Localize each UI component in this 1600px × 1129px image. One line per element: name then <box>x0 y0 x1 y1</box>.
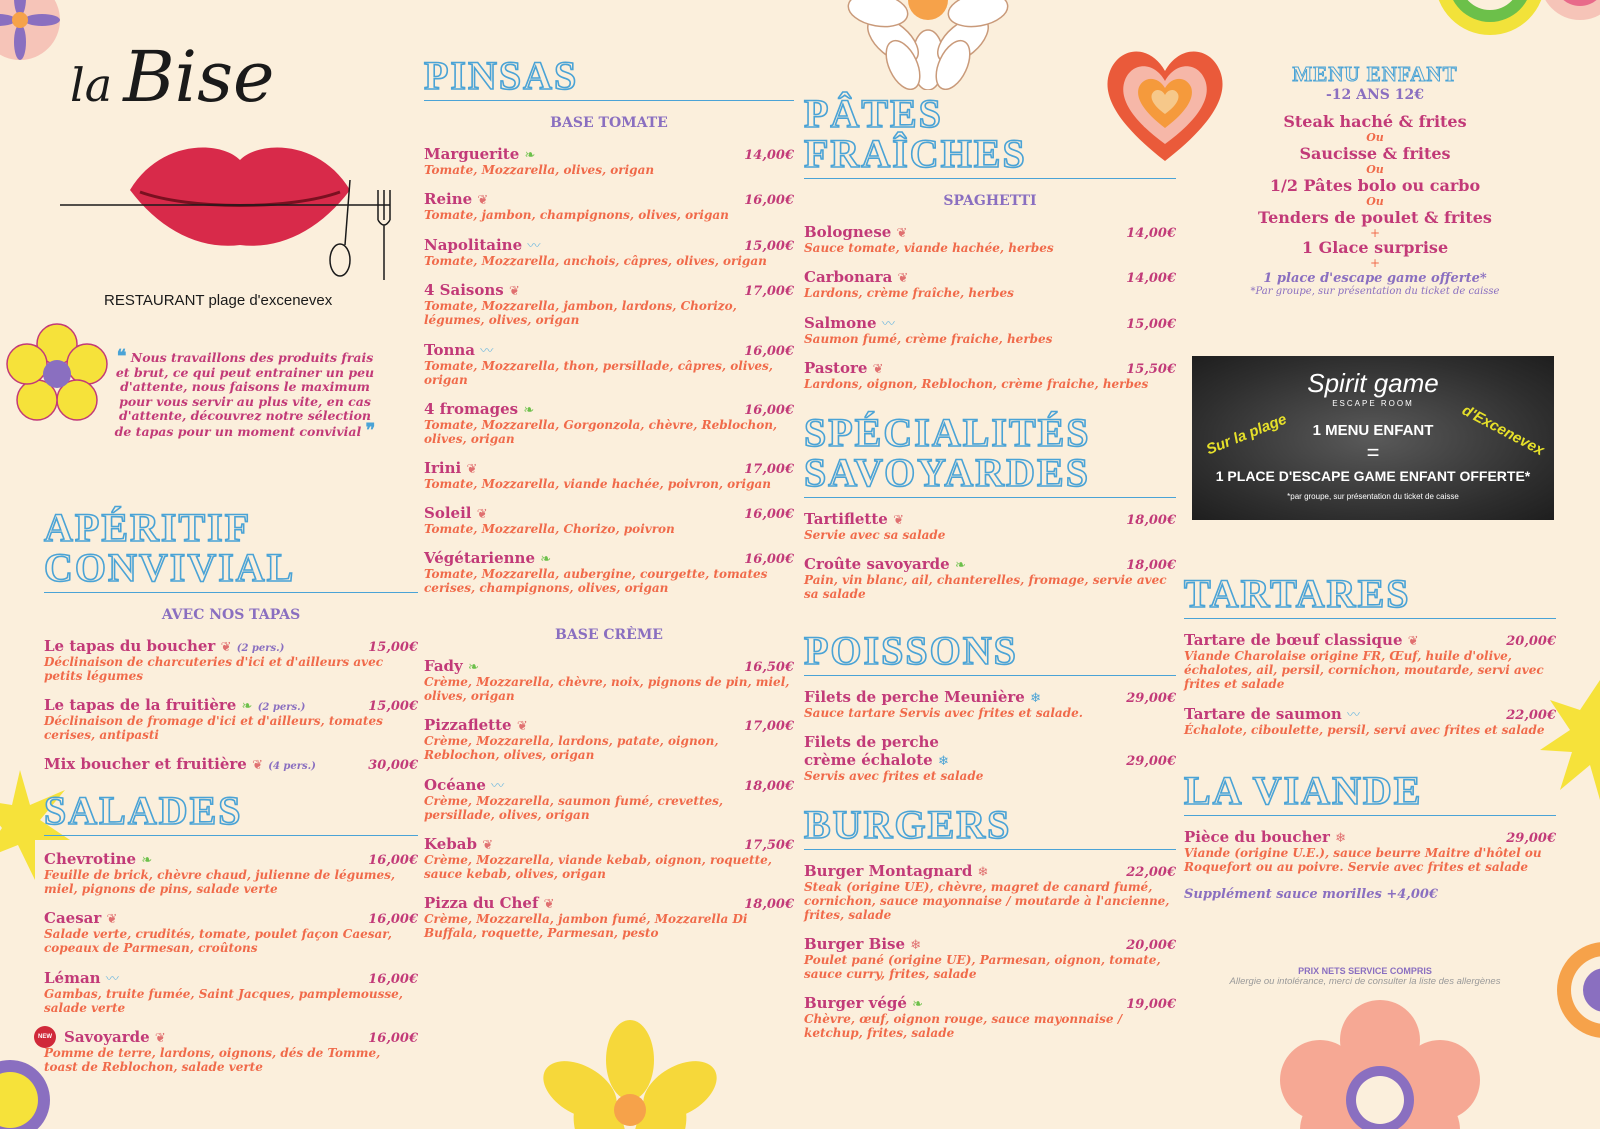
pinsas-sub-tomate: BASE TOMATE <box>550 115 668 131</box>
menu-item <box>38 1028 418 1074</box>
item-name: Tonna <box>424 341 475 359</box>
item-price: 15,00€ <box>1126 317 1176 332</box>
item-price: 14,00€ <box>744 148 794 163</box>
item-name-wrap <box>424 235 540 254</box>
kids-choice: Tenders de poulet & frites <box>1258 208 1492 227</box>
column-tartares-viande <box>1184 571 1556 902</box>
item-name-wrap <box>804 688 1041 706</box>
menu-item <box>44 637 418 683</box>
kids-title: MENU ENFANT <box>1292 62 1458 86</box>
kids-plus: + <box>1369 226 1381 240</box>
item-name-wrap <box>424 835 493 853</box>
item-desc: Feuille de brick, chèvre chaud, julienne de légumes, miel, pignons de pins, salade verte <box>44 868 396 896</box>
item-name-wrap <box>424 775 504 794</box>
item-price: 16,50€ <box>744 660 794 675</box>
item-desc: Steak (origine UE), chèvre, magret de canard fumé, cornichon, sauce mayonnaise / moutarde à l'ancienne, frites, salade <box>804 880 1170 922</box>
pink-flower-bottom-right <box>1260 1000 1500 1129</box>
supplement-note: Supplément sauce morilles +4,00€ <box>1184 887 1438 902</box>
item-desc: Crème, Mozzarella, viande kebab, oignon, roquette, sauce kebab, olives, origan <box>424 853 772 881</box>
item-price: 16,00€ <box>744 193 794 208</box>
item-tag: (4 pers.) <box>268 761 316 772</box>
menu-item <box>804 994 1176 1040</box>
logo-name-small: la <box>70 58 113 112</box>
meat-icon: ❦ <box>543 897 555 912</box>
veggie-leaf-icon: ❧ <box>241 699 253 714</box>
item-name-wrap <box>804 751 949 769</box>
item-name-wrap <box>64 1028 166 1046</box>
item-name-wrap <box>424 894 555 912</box>
item-name: Soleil <box>424 504 472 522</box>
item-tag: (2 pers.) <box>236 643 285 654</box>
item-price: 22,00€ <box>1126 865 1176 880</box>
item-desc: Crème, Mozzarella, jambon fumé, Mozzarella Di Buffala, roquette, Parmesan, pesto <box>424 912 748 940</box>
item-price: 16,00€ <box>368 853 418 868</box>
escape-brand-name: Spirit game <box>1307 368 1439 398</box>
snowflake-icon: ❄ <box>977 865 989 880</box>
item-name: Reine <box>424 190 473 208</box>
item-name-wrap <box>424 504 488 522</box>
meat-icon: ❦ <box>1407 634 1419 649</box>
item-desc: Tomate, Mozzarella, jambon, lardons, Chorizo, légumes, olives, origan <box>424 299 737 327</box>
item-price: 18,00€ <box>744 779 794 794</box>
item-price: 29,00€ <box>1126 754 1176 769</box>
item-name-wrap <box>804 510 904 528</box>
veggie-leaf-icon: ❧ <box>468 660 479 675</box>
yellow-flower-left <box>2 322 112 422</box>
menu-item <box>804 555 1176 601</box>
item-name-wrap <box>804 994 923 1012</box>
item-price: 16,00€ <box>368 1031 418 1046</box>
item-name: Chevrotine <box>44 850 137 868</box>
veggie-leaf-icon: ❧ <box>540 552 552 567</box>
item-name-wrap <box>804 223 907 241</box>
item-name: Océane <box>424 776 486 794</box>
item-desc: Viande Charolaise origine FR, Œuf, huile d'olive, échalotes, ail, persil, cornichon, moutarde, servi avec frites et salade <box>1184 649 1544 691</box>
item-name: Marguerite <box>424 145 520 163</box>
item-desc: Échalote, ciboulette, persil, servi avec frites et salade <box>1184 723 1545 737</box>
menu-item <box>804 688 1176 720</box>
fish-icon: 〰 <box>491 779 505 794</box>
prix-nets: PRIX NETS SERVICE COMPRIS <box>1298 966 1432 976</box>
item-price: 18,00€ <box>1126 513 1176 528</box>
menu-item <box>804 359 1176 391</box>
item-name-wrap <box>44 909 117 927</box>
menu-item <box>1184 704 1556 737</box>
item-name-wrap <box>804 555 966 573</box>
menu-item <box>424 400 794 446</box>
item-price: 18,00€ <box>744 897 794 912</box>
item-price: 16,00€ <box>368 972 418 987</box>
kids-menu <box>1190 62 1560 297</box>
menu-item <box>804 935 1176 981</box>
aperitif-title-line1: APÉRITIF <box>44 505 252 550</box>
meat-icon: ❦ <box>154 1031 166 1046</box>
burgers-title: BURGERS <box>804 805 1176 850</box>
kids-or: Ou <box>1366 195 1384 208</box>
item-name: Tartare de bœuf classique <box>1184 631 1403 649</box>
pates-title-line1: PÂTES <box>804 91 943 136</box>
footer-note <box>1170 966 1560 987</box>
item-name-wrap <box>804 359 884 377</box>
item-name: Burger Bise <box>804 935 906 953</box>
item-price: 29,00€ <box>1126 691 1176 706</box>
meat-icon: ❦ <box>482 838 494 853</box>
veggie-leaf-icon: ❧ <box>524 148 536 163</box>
menu-item <box>804 862 1176 922</box>
kids-plus: + <box>1369 256 1381 270</box>
item-name: Tartiflette <box>804 510 888 528</box>
item-name: Léman <box>44 969 101 987</box>
pates-title <box>804 91 1176 179</box>
item-name-wrap <box>424 340 493 359</box>
item-name: Pièce du boucher <box>1184 828 1330 846</box>
menu-item <box>424 835 794 881</box>
item-price: 15,00€ <box>368 640 418 655</box>
fish-icon: 〰 <box>881 317 895 332</box>
item-desc: Crème, Mozzarella, lardons, patate, oignon, Reblochon, olives, origan <box>424 734 719 762</box>
item-desc: Lardons, oignon, Reblochon, crème fraiche, herbes <box>804 377 1149 391</box>
kids-escape: 1 place d'escape game offerte* <box>1263 271 1487 286</box>
item-name-wrap <box>804 862 988 880</box>
item-name: Kebab <box>424 835 477 853</box>
menu-item <box>424 657 794 703</box>
item-name-line2: crème échalote <box>804 751 933 769</box>
item-desc: Viande (origine U.E.), sauce beurre Maitre d'hôtel ou Roquefort ou au poivre. Servie avec frites et salade <box>1184 846 1542 874</box>
item-name: 4 fromages <box>424 400 519 418</box>
item-price: 22,00€ <box>1506 708 1556 723</box>
poissons-title: POISSONS <box>804 631 1176 676</box>
item-desc: Salade verte, crudités, tomate, poulet façon Caesar, copeaux de Parmesan, croûtons <box>44 927 392 955</box>
item-price: 16,00€ <box>744 552 794 567</box>
menu-item <box>424 716 794 762</box>
allergie-note: Allergie ou intolérance, merci de consulter la liste des allergènes <box>1229 976 1501 987</box>
item-price: 14,00€ <box>1126 226 1176 241</box>
menu-item <box>424 894 794 940</box>
escape-brand <box>1192 368 1554 408</box>
meat-icon: ❦ <box>508 284 520 299</box>
item-price: 29,00€ <box>1506 831 1556 846</box>
item-name: Végétarienne <box>424 549 535 567</box>
item-name-wrap <box>804 268 908 286</box>
aperitif-subtitle: AVEC NOS TAPAS <box>161 607 301 623</box>
item-name-wrap <box>424 657 479 675</box>
item-name-wrap <box>1184 828 1346 846</box>
item-desc: Tomate, Mozzarella, Gorgonzola, chèvre, Reblochon, olives, origan <box>424 418 778 446</box>
menu-item <box>44 696 418 742</box>
escape-right-text: d'Excenevex <box>1458 401 1547 460</box>
item-desc: Pomme de terre, lardons, oignons, dés de Tomme, toast de Reblochon, salade verte <box>44 1046 381 1074</box>
item-price: 20,00€ <box>1126 938 1176 953</box>
item-price: 18,00€ <box>1126 558 1176 573</box>
veggie-leaf-icon: ❧ <box>141 853 153 868</box>
item-name: Carbonara <box>804 268 893 286</box>
item-name: Pizzaflette <box>424 716 512 734</box>
menu-item <box>804 733 1176 783</box>
item-name: Irini <box>424 459 462 477</box>
menu-item <box>804 223 1176 255</box>
item-name: Fady <box>424 657 463 675</box>
item-name: Caesar <box>44 909 102 927</box>
menu-item <box>424 190 794 222</box>
item-price: 16,00€ <box>744 403 794 418</box>
item-name: Le tapas de la fruitière <box>44 696 237 714</box>
salades-title: SALADES <box>44 791 418 836</box>
item-price: 19,00€ <box>1126 997 1176 1012</box>
item-price: 14,00€ <box>1126 271 1176 286</box>
item-name-wrap <box>424 716 528 734</box>
item-name-wrap <box>804 935 921 953</box>
snowflake-icon: ❄ <box>1335 831 1347 846</box>
item-desc: Servis avec frites et salade <box>804 769 984 783</box>
item-name-wrap <box>424 549 551 567</box>
fish-icon: 〰 <box>480 344 494 359</box>
menu-item <box>424 235 794 268</box>
kids-dessert: 1 Glace surprise <box>1301 238 1449 257</box>
item-desc: Déclinaison de fromage d'ici et d'ailleurs, tomates cerises, antipasti <box>44 714 383 742</box>
item-name-wrap <box>44 850 152 868</box>
item-desc: Tomate, Mozzarella, anchois, câpres, olives, origan <box>424 254 767 268</box>
logo-name-big: Bise <box>123 36 275 118</box>
intro-text: Nous travaillons des produits frais et brut, ce qui peut entrainer un peu d'attente, nous faisons le maximum pour vous servir au plus vite, en cas d'attente, découvrez notre sélection de tapas pour un moment convivial <box>114 350 375 439</box>
item-desc: Servie avec sa salade <box>804 528 946 542</box>
item-desc: Sauce tomate, viande hachée, herbes <box>804 241 1054 255</box>
fish-icon: 〰 <box>105 972 119 987</box>
pinsas-title: PINSAS <box>424 56 794 101</box>
item-name-wrap <box>424 145 535 163</box>
item-name-wrap <box>804 313 895 332</box>
menu-item <box>424 340 794 387</box>
item-name: Tartare de saumon <box>1184 705 1342 723</box>
item-name: Le tapas du boucher <box>44 637 216 655</box>
meat-icon: ❦ <box>466 462 478 477</box>
item-price: 17,50€ <box>744 838 794 853</box>
item-name-wrap <box>1184 704 1360 723</box>
item-name: Savoyarde <box>64 1028 150 1046</box>
item-name-wrap <box>44 968 119 987</box>
item-price: 30,00€ <box>368 758 418 773</box>
snowflake-icon: ❄ <box>910 938 922 953</box>
logo-title <box>70 36 274 118</box>
item-price: 16,00€ <box>744 344 794 359</box>
item-desc: Tomate, Mozzarella, olives, origan <box>424 163 655 177</box>
column-aperitif-salades <box>38 505 418 1087</box>
menu-item <box>44 755 418 773</box>
menu-item <box>1184 631 1556 691</box>
menu-item <box>804 268 1176 300</box>
meat-icon: ❦ <box>477 193 489 208</box>
column-pinsas <box>424 53 794 953</box>
item-price: 16,00€ <box>368 912 418 927</box>
item-name: Burger Montagnard <box>804 862 973 880</box>
item-name: Mix boucher et fruitière <box>44 755 247 773</box>
item-name-wrap <box>44 637 284 655</box>
circles-top-right <box>1430 0 1600 50</box>
viande-title: LA VIANDE <box>1184 771 1556 816</box>
item-price: 16,00€ <box>744 507 794 522</box>
item-name: 4 Saisons <box>424 281 504 299</box>
snowflake-icon: ❄ <box>1030 691 1041 706</box>
veggie-leaf-icon: ❧ <box>912 997 924 1012</box>
kids-choice: 1/2 Pâtes bolo ou carbo <box>1269 176 1481 195</box>
logo-subtitle: RESTAURANT plage d'excenevex <box>104 292 333 309</box>
item-name: Bolognese <box>804 223 892 241</box>
pates-subtitle: SPAGHETTI <box>943 193 1037 209</box>
item-desc: Gambas, truite fumée, Saint Jacques, pamplemousse, salade verte <box>44 987 403 1015</box>
item-name-wrap <box>44 755 316 773</box>
fish-icon: 〰 <box>527 239 541 254</box>
meat-icon: ❦ <box>872 362 884 377</box>
new-badge: NEW <box>34 1026 56 1048</box>
item-name-wrap <box>1184 631 1419 649</box>
intro-note <box>110 346 380 441</box>
item-desc: Tomate, Mozzarella, Chorizo, poivron <box>424 522 675 536</box>
item-price: 15,00€ <box>744 239 794 254</box>
meat-icon: ❦ <box>516 719 528 734</box>
meat-icon: ❦ <box>106 912 118 927</box>
item-desc: Poulet pané (origine UE), Parmesan, oignon, tomate, sauce curry, frites, salade <box>804 953 1161 981</box>
item-price: 20,00€ <box>1506 634 1556 649</box>
item-name: Pizza du Chef <box>424 894 539 912</box>
meat-icon: ❦ <box>476 507 488 522</box>
column-pates-burgers <box>804 91 1176 1053</box>
item-price: 15,00€ <box>368 699 418 714</box>
item-price: 17,00€ <box>744 462 794 477</box>
kids-choice: Saucisse & frites <box>1299 144 1451 163</box>
item-name-wrap <box>44 696 305 714</box>
kids-or: Ou <box>1366 163 1384 176</box>
meat-icon: ❦ <box>220 640 232 655</box>
escape-brand-sub: ESCAPE ROOM <box>1332 399 1414 408</box>
menu-item <box>804 510 1176 542</box>
savoyardes-title <box>804 410 1176 498</box>
kids-note: *Par groupe, sur présentation du ticket de caisse <box>1250 286 1500 297</box>
tartares-title: TARTARES <box>1184 574 1556 619</box>
meat-icon: ❦ <box>897 271 909 286</box>
corner-flower-top-left <box>0 0 80 80</box>
item-desc: Chèvre, œuf, oignon rouge, sauce mayonnaise / ketchup, frites, salade <box>804 1012 1123 1040</box>
meat-icon: ❦ <box>896 226 908 241</box>
pinsas-sub-creme: BASE CRÈME <box>555 627 663 643</box>
menu-item <box>424 281 794 327</box>
item-name-wrap <box>424 400 534 418</box>
item-desc: Tomate, Mozzarella, aubergine, courgette, tomates cerises, champignons, olives, origan <box>424 567 768 595</box>
item-desc: Tomate, jambon, champignons, olives, origan <box>424 208 729 222</box>
item-price: 17,00€ <box>744 719 794 734</box>
item-name-wrap <box>424 281 520 299</box>
veggie-leaf-icon: ❧ <box>523 403 535 418</box>
item-name: Salmone <box>804 314 877 332</box>
yellow-flower-bottom-center <box>540 1020 720 1129</box>
lips-logo-icon <box>60 120 410 290</box>
menu-item <box>44 850 418 896</box>
item-desc: Crème, Mozzarella, saumon fumé, crevettes, persillade, olives, origan <box>424 794 724 822</box>
item-name: Burger végé <box>804 994 907 1012</box>
item-price: 17,00€ <box>744 284 794 299</box>
quote-open-icon: ❝ <box>116 346 127 367</box>
item-name: Napolitaine <box>424 236 523 254</box>
menu-item <box>424 504 794 536</box>
item-desc: Crème, Mozzarella, chèvre, noix, pignons de pin, miel, olives, origan <box>424 675 790 703</box>
item-name-wrap <box>424 190 488 208</box>
daisy-top-center <box>838 0 1018 90</box>
item-name-wrap <box>424 459 477 477</box>
item-desc: Lardons, crème fraîche, herbes <box>804 286 1014 300</box>
menu-item <box>804 313 1176 346</box>
item-desc: Pain, vin blanc, ail, chanterelles, fromage, servie avec sa salade <box>804 573 1167 601</box>
menu-item <box>44 968 418 1015</box>
menu-item <box>424 145 794 177</box>
escape-line2: 1 PLACE D'ESCAPE GAME ENFANT OFFERTE* <box>1215 468 1531 484</box>
kids-or: Ou <box>1366 131 1384 144</box>
kids-age: -12 ANS 12€ <box>1325 87 1425 103</box>
item-desc: Saumon fumé, crème fraiche, herbes <box>804 332 1053 346</box>
fish-icon: 〰 <box>1347 708 1361 723</box>
item-name-line1: Filets de perche <box>804 733 939 751</box>
escape-left-text: Sur la plage <box>1203 410 1290 459</box>
item-price: 15,50€ <box>1126 362 1176 377</box>
escape-line3: *par groupe, sur présentation du ticket de caisse <box>1287 492 1459 501</box>
aperitif-title <box>44 505 418 593</box>
snowflake-icon: ❄ <box>937 754 949 769</box>
item-name: Pastore <box>804 359 868 377</box>
savoyardes-title-line1: SPÉCIALITÉS <box>804 410 1091 455</box>
item-name: Croûte savoyarde <box>804 555 950 573</box>
veggie-leaf-icon: ❧ <box>954 558 966 573</box>
quote-close-icon: ❞ <box>365 419 376 441</box>
kids-choice: Steak haché & frites <box>1283 112 1467 131</box>
item-desc: Tomate, Mozzarella, viande hachée, poivron, origan <box>424 477 771 491</box>
menu-item <box>424 775 794 822</box>
menu-item <box>44 909 418 955</box>
meat-icon: ❦ <box>252 758 263 773</box>
pates-title-line2: FRAÎCHES <box>804 131 1027 176</box>
item-desc: Sauce tartare Servis avec frites et salade. <box>804 706 1083 720</box>
savoyardes-title-line2: SAVOYARDES <box>804 450 1090 495</box>
meat-icon: ❦ <box>893 513 904 528</box>
escape-line1: 1 MENU ENFANT <box>1312 422 1434 439</box>
item-desc: Tomate, Mozzarella, thon, persillade, câpres, olives, origan <box>424 359 773 387</box>
escape-eq: = <box>1366 440 1380 465</box>
menu-item <box>424 549 794 595</box>
item-desc: Déclinaison de charcuteries d'ici et d'ailleurs avec petits légumes <box>44 655 384 683</box>
circle-right-edge <box>1555 940 1600 1040</box>
item-tag: (2 pers.) <box>257 702 306 713</box>
aperitif-title-line2: CONVIVIAL <box>44 545 296 590</box>
item-name: Filets de perche Meunière <box>804 688 1025 706</box>
menu-item <box>1184 828 1556 874</box>
escape-game-banner <box>1192 356 1554 520</box>
menu-item <box>424 459 794 491</box>
